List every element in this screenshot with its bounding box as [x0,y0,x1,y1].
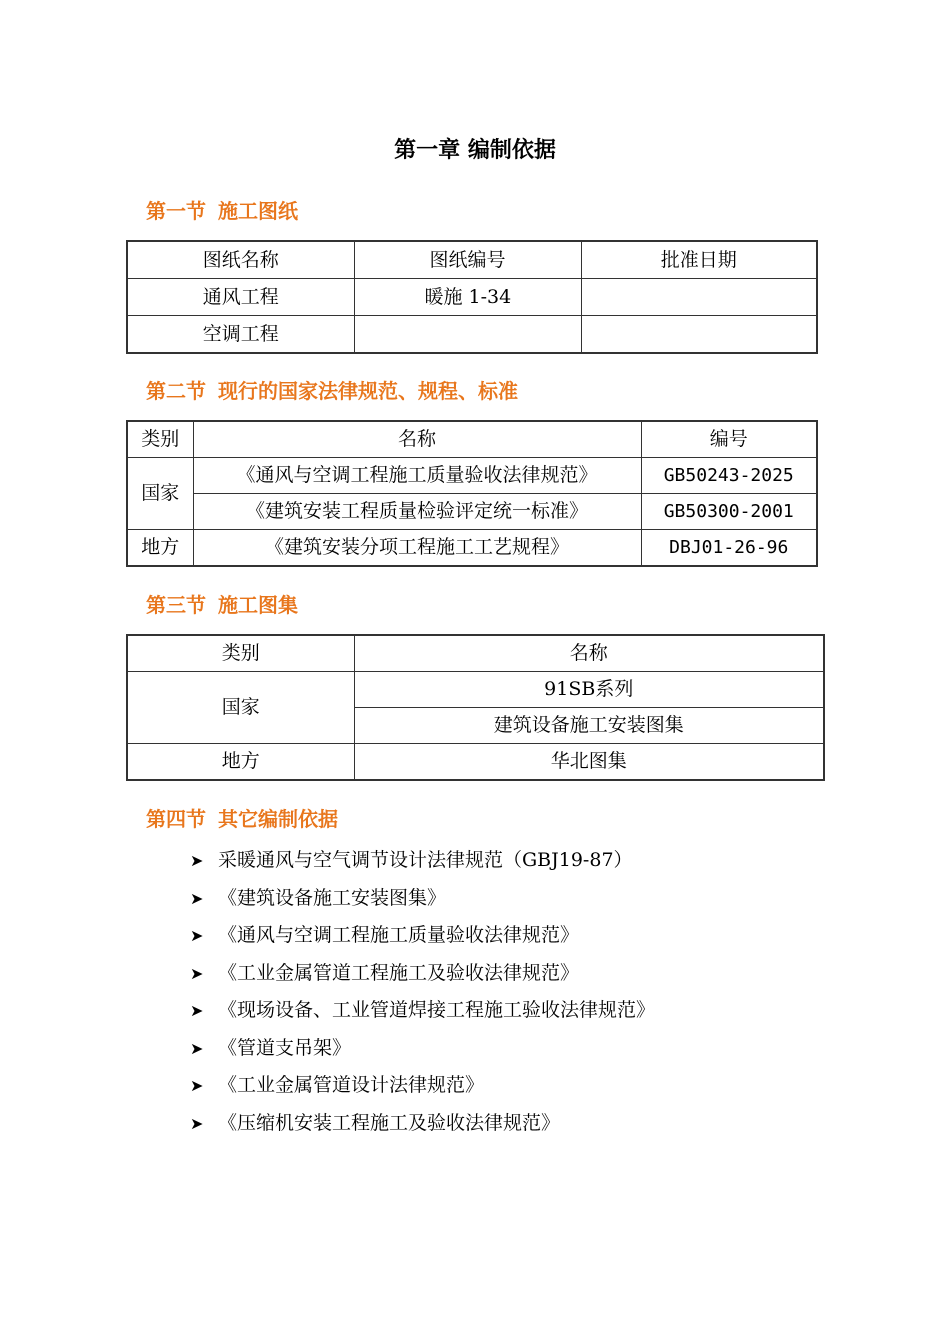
section-number: 第一节 [146,199,206,223]
section-title-text: 施工图纸 [218,199,298,223]
list-item-text: 《工业金属管道工程施工及验收法律规范》 [218,961,580,984]
category-cell: 国家 [127,672,354,744]
code-cell: GB50300-2001 [641,494,817,530]
table-cell [354,316,581,354]
table-cell: 建筑设备施工安装图集 [354,708,824,744]
table-row [127,316,817,354]
table-cell: 通风工程 [127,279,354,316]
header-cell: 名称 [193,421,641,458]
arrow-bullet-icon: ➤ [190,926,204,946]
list-item [190,880,655,918]
list-item-text: 《工业金属管道设计法律规范》 [218,1074,485,1096]
table-cell: 暖施 1-34 [354,279,581,316]
chapter-title: 第一章 编制依据 [394,138,556,163]
table-cell [581,279,817,316]
table-cell: 《通风与空调工程施工质量验收法律规范》 [193,458,641,494]
list-item-text: 采暖通风与空气调节设计法律规范（GBJ19-87） [218,849,633,871]
list-item [190,1105,655,1143]
table-header-row [127,635,824,672]
list-item [190,1030,655,1068]
header-cell: 类别 [127,421,193,458]
list-item [190,1067,655,1105]
arrow-bullet-icon: ➤ [190,888,204,908]
list-item-text: 《压缩机安装工程施工及验收法律规范》 [218,1111,561,1134]
arrow-bullet-icon: ➤ [190,1076,204,1096]
header-cell: 图纸名称 [127,241,354,279]
list-item-text: 《现场设备、工业管道焊接工程施工验收法律规范》 [218,999,656,1021]
arrow-bullet-icon: ➤ [190,963,204,983]
arrow-bullet-icon: ➤ [190,1038,204,1058]
reference-list [190,842,655,1142]
section-number: 第四节 [146,807,206,831]
category-cell: 地方 [127,530,193,567]
table-cell [581,316,817,354]
section-title-text: 其它编制依据 [218,807,338,831]
list-item [190,917,655,955]
list-item [190,992,655,1030]
header-cell: 编号 [641,421,817,458]
list-item-text: 《建筑设备施工安装图集》 [218,886,447,909]
table-cell: 《建筑安装分项工程施工工艺规程》 [193,530,641,567]
table-cell: 华北图集 [354,744,824,781]
list-item [190,842,655,880]
table-cell: 空调工程 [127,316,354,354]
header-cell: 批准日期 [581,241,817,279]
table-row [127,530,817,567]
table-row [127,672,824,708]
list-item [190,955,655,993]
category-cell: 国家 [127,458,193,530]
table-cell: 91SB系列 [354,672,824,708]
section-1-heading [146,195,298,224]
section-4-heading [146,803,338,832]
list-item-text: 《管道支吊架》 [218,1036,352,1059]
table-row [127,494,817,530]
section-3-heading [146,589,298,618]
code-cell: GB50243-2025 [641,458,817,494]
category-cell: 地方 [127,744,354,781]
table-header-row [127,241,817,279]
section-number: 第三节 [146,593,206,617]
arrow-bullet-icon: ➤ [190,1113,204,1133]
table-row [127,458,817,494]
table-cell: 《建筑安装工程质量检验评定统一标准》 [193,494,641,530]
table-header-row [127,421,817,458]
section-number: 第二节 [146,379,206,403]
list-item-text: 《通风与空调工程施工质量验收法律规范》 [218,924,580,946]
drawings-table [126,240,818,354]
table-row [127,744,824,781]
standards-table [126,420,818,567]
header-cell: 类别 [127,635,354,672]
atlas-table [126,634,825,781]
section-2-heading [146,375,518,404]
table-row [127,279,817,316]
code-cell: DBJ01-26-96 [641,530,817,567]
arrow-bullet-icon: ➤ [190,851,204,871]
section-title-text: 施工图集 [218,593,298,617]
header-cell: 图纸编号 [354,241,581,279]
header-cell: 名称 [354,635,824,672]
arrow-bullet-icon: ➤ [190,1001,204,1021]
section-title-text: 现行的国家法律规范、规程、标准 [218,379,518,403]
